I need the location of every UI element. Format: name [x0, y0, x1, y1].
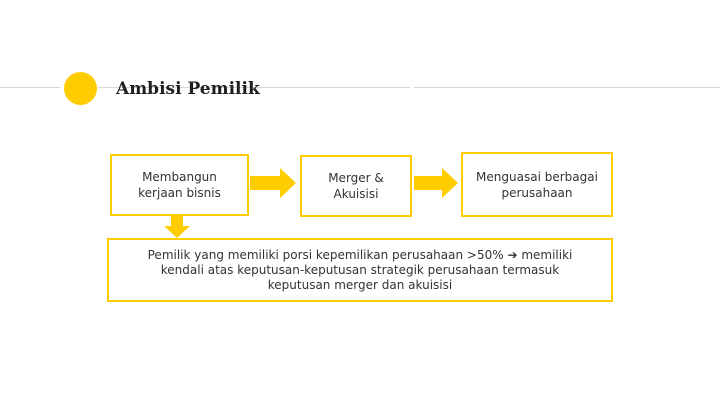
arrow-right-icon	[414, 168, 458, 198]
step-2-line-1: Merger &	[328, 171, 384, 185]
step-box-merger-acquisition	[300, 155, 412, 217]
header-rule-right	[414, 87, 720, 88]
title-dot-icon	[64, 72, 97, 105]
arrow-right-icon	[250, 168, 296, 198]
step-3-line-1: Menguasai berbagai	[476, 169, 598, 184]
slide-title: Ambisi Pemilik	[116, 79, 260, 99]
note-line-2: kendali atas keputusan-keputusan strategik perusahaan termasuk	[160, 262, 560, 277]
step-box-build-business	[110, 154, 249, 216]
note-line-1: Pemilik yang memiliki porsi kepemilikan perusahaan >50% ➔ memiliki	[147, 247, 573, 262]
arrow-down-icon	[164, 216, 190, 238]
step-box-control-companies	[461, 152, 613, 217]
header-rule-left	[0, 87, 60, 88]
step-1-line-1: Membangun	[142, 170, 217, 184]
step-2-line-2: Akuisisi	[333, 187, 379, 201]
step-3-line-2: perusahaan	[501, 185, 573, 200]
note-box-owner-control	[107, 238, 613, 302]
note-line-3: keputusan merger dan akuisisi	[267, 277, 453, 292]
step-1-line-2: kerjaan bisnis	[138, 186, 221, 200]
